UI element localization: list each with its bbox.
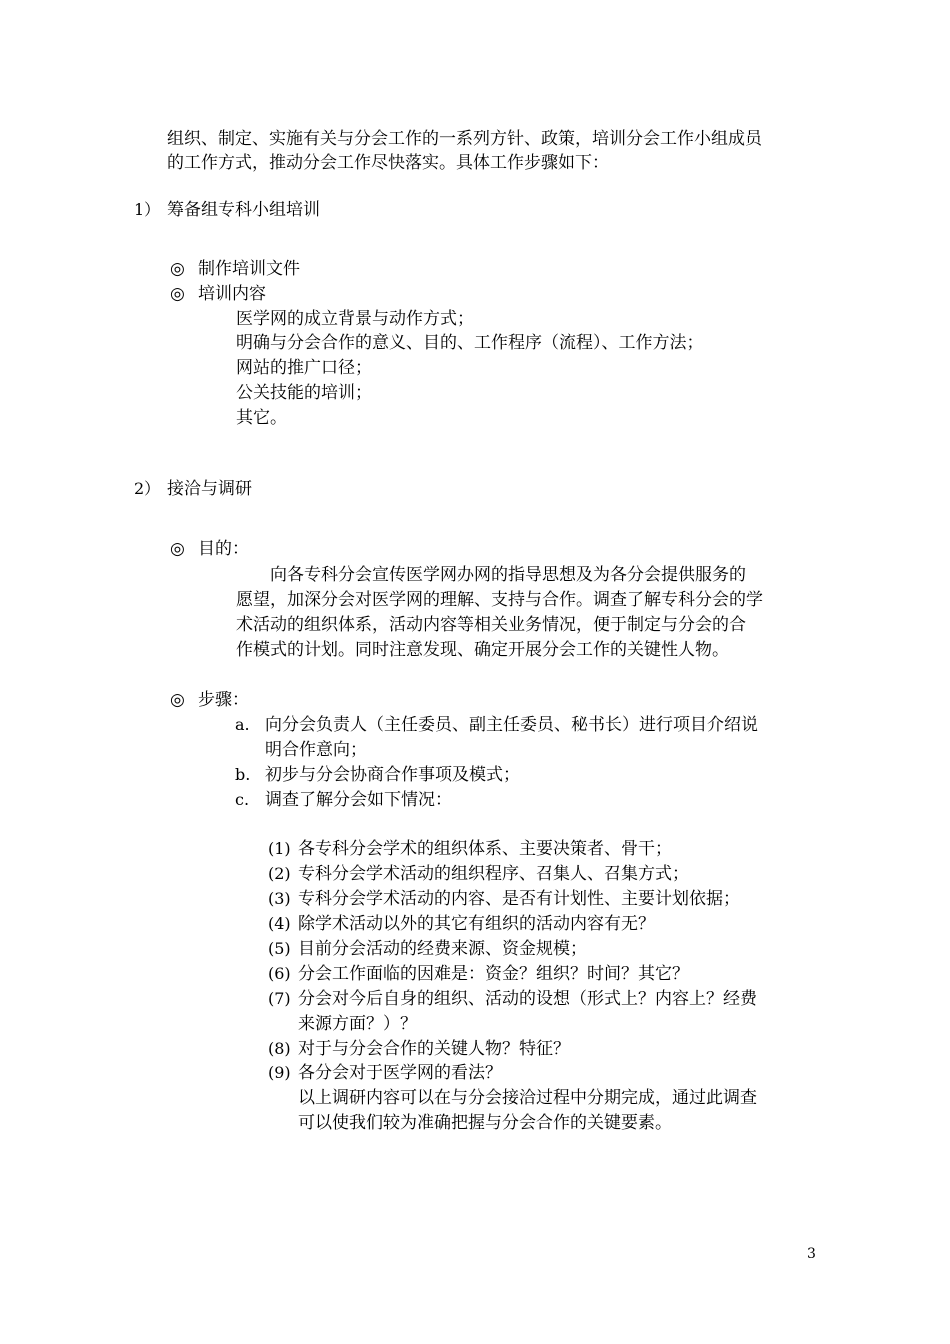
survey-line: 除学术活动以外的其它有组织的活动内容有无？ — [298, 914, 655, 934]
bullet-mark: ◎ — [170, 690, 185, 710]
survey-line: 对于与分会合作的关键人物？特征？ — [298, 1039, 570, 1059]
survey-line: 各专科分会学术的组织体系、主要决策者、骨干； — [298, 839, 672, 859]
bullet-mark: ◎ — [170, 259, 185, 279]
closing-line: 以上调研内容可以在与分会接洽过程中分期完成，通过此调查 — [298, 1088, 757, 1108]
survey-marker: (9) — [268, 1063, 291, 1082]
step-line: 明合作意向； — [265, 740, 367, 760]
survey-marker: (7) — [268, 989, 291, 1008]
content-item: 医学网的成立背景与动作方式； — [236, 309, 474, 329]
survey-marker: (8) — [268, 1039, 291, 1058]
survey-marker: (6) — [268, 964, 291, 983]
purpose-line: 向各专科分会宣传医学网办网的指导思想及为各分会提供服务的 — [270, 565, 746, 585]
bullet-text: 制作培训文件 — [198, 259, 300, 279]
page-number: 3 — [807, 1246, 816, 1262]
closing-line: 可以使我们较为准确把握与分会合作的关键要素。 — [298, 1113, 672, 1133]
survey-marker: (3) — [268, 889, 291, 908]
survey-line: 目前分会活动的经费来源、资金规模； — [298, 939, 587, 959]
step-line: 初步与分会协商合作事项及模式； — [265, 765, 520, 785]
section-title: 筹备组专科小组培训 — [167, 200, 320, 220]
intro-line: 组织、制定、实施有关与分会工作的一系列方针、政策，培训分会工作小组成员 — [167, 129, 762, 149]
purpose-line: 愿望，加深分会对医学网的理解、支持与合作。调查了解专科分会的学 — [236, 590, 763, 610]
purpose-line: 术活动的组织体系，活动内容等相关业务情况，便于制定与分会的合 — [236, 615, 746, 635]
bullet-mark: ◎ — [170, 539, 185, 559]
survey-marker: (2) — [268, 864, 291, 883]
survey-line: 专科分会学术活动的组织程序、召集人、召集方式； — [298, 864, 689, 884]
survey-marker: (4) — [268, 914, 291, 933]
survey-marker: (5) — [268, 939, 291, 958]
survey-line: 各分会对于医学网的看法？ — [298, 1063, 502, 1083]
step-marker: a. — [235, 715, 250, 734]
step-line: 调查了解分会如下情况： — [265, 790, 452, 810]
bullet-text: 培训内容 — [198, 284, 266, 304]
content-item: 其它。 — [236, 408, 287, 428]
purpose-line: 作模式的计划。同时注意发现、确定开展分会工作的关键性人物。 — [236, 640, 729, 660]
survey-line: 分会对今后自身的组织、活动的设想（形式上？内容上？经费 — [298, 989, 757, 1009]
bullet-text: 目的： — [198, 539, 249, 559]
survey-line: 专科分会学术活动的内容、是否有计划性、主要计划依据； — [298, 889, 740, 909]
bullet-text: 步骤： — [198, 690, 249, 710]
step-line: 向分会负责人（主任委员、副主任委员、秘书长）进行项目介绍说 — [265, 715, 758, 735]
survey-line: 分会工作面临的因难是：资金？组织？时间？其它？ — [298, 964, 689, 984]
section-number: 1） — [134, 200, 161, 219]
content-item: 明确与分会合作的意义、目的、工作程序（流程）、工作方法； — [236, 333, 704, 353]
step-marker: c. — [235, 790, 250, 809]
section-number: 2） — [134, 479, 161, 498]
survey-line: 来源方面？）？ — [298, 1014, 417, 1034]
section-title: 接洽与调研 — [167, 479, 252, 499]
bullet-mark: ◎ — [170, 284, 185, 304]
content-item: 公关技能的培训； — [236, 383, 372, 403]
intro-line: 的工作方式，推动分会工作尽快落实。具体工作步骤如下： — [167, 153, 609, 173]
step-marker: b. — [235, 765, 251, 784]
content-item: 网站的推广口径； — [236, 358, 372, 378]
survey-marker: (1) — [268, 839, 291, 858]
